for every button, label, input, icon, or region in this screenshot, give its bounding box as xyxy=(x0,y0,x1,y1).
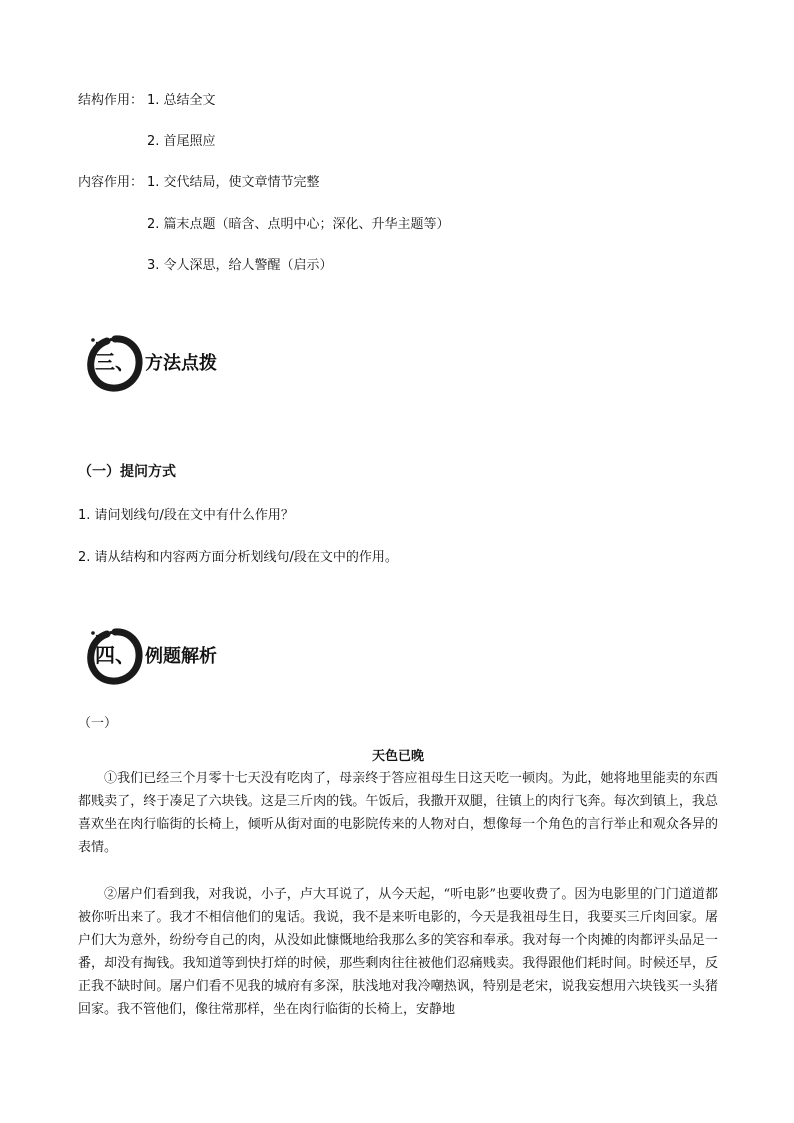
structure-item-1: 1. 总结全文 xyxy=(147,93,216,108)
question-item-2: 2. 请从结构和内容两方面分析划线句/段在文中的作用。 xyxy=(78,550,398,565)
question-ways-heading: （一）提问方式 xyxy=(78,464,176,480)
section-title: 例题解析 xyxy=(145,646,217,667)
section-title: 方法点拨 xyxy=(145,353,217,374)
section-heading-3 xyxy=(85,333,285,393)
structure-item-2: 2. 首尾照应 xyxy=(147,134,216,149)
content-item-2: 2. 篇末点题（暗含、点明中心；深化、升华主题等） xyxy=(147,217,450,232)
section-heading-4 xyxy=(85,626,285,686)
story-title: 天色已晚 xyxy=(371,749,424,764)
content-item-1: 1. 交代结局，使文章情节完整 xyxy=(147,175,320,190)
structure-label: 结构作用： xyxy=(78,93,144,108)
content-item-3: 3. 令人深思，给人警醒（启示） xyxy=(147,258,333,273)
section-number: 三、 xyxy=(95,350,135,374)
section-number: 四、 xyxy=(95,643,135,667)
content-label: 内容作用： xyxy=(78,175,144,190)
example-label: （一） xyxy=(78,716,118,731)
question-item-1: 1. 请问划线句/段在文中有什么作用？ xyxy=(78,508,294,523)
story-paragraph-2: ②屠户们看到我，对我说，小子，卢大耳说了，从今天起，“听电影”也要收费了。因为电影里的门门道道都被你听出来了。我才不相信他们的鬼话。我说，我不是来听电影的，今天是我祖母生日，我要买三斤肉回家。屠户们大为意外，纷纷夸自己的肉，从没如此慷慨地给我那么多的笑容和奉承。我对每一个肉摊的肉都评头品足一番，却没有掏钱。我知道等到快打烊的时候，那些剩肉往往被他们忍痛贱卖。我得跟他们耗时间。时候还早，反正我不缺时间。屠户们看不见我的城府有多深，肤浅地对我冷嘲热讽，特别是老宋，说我妄想用六块钱买一头猪回家。我不管他们，像往常那样，坐在肉行临街的长椅上，安静地 xyxy=(78,887,718,1017)
story-paragraph-1: ①我们已经三个月零十七天没有吃肉了，母亲终于答应祖母生日这天吃一顿肉。为此，她将地里能卖的东西都贱卖了，终于凑足了六块钱。这是三斤肉的钱。午饭后，我撒开双腿，往镇上的肉行飞奔。每次到镇上，我总喜欢坐在肉行临街的长椅上，倾听从街对面的电影院传来的人物对白，想像每一个角色的言行举止和观众各异的表情。 xyxy=(78,771,718,855)
